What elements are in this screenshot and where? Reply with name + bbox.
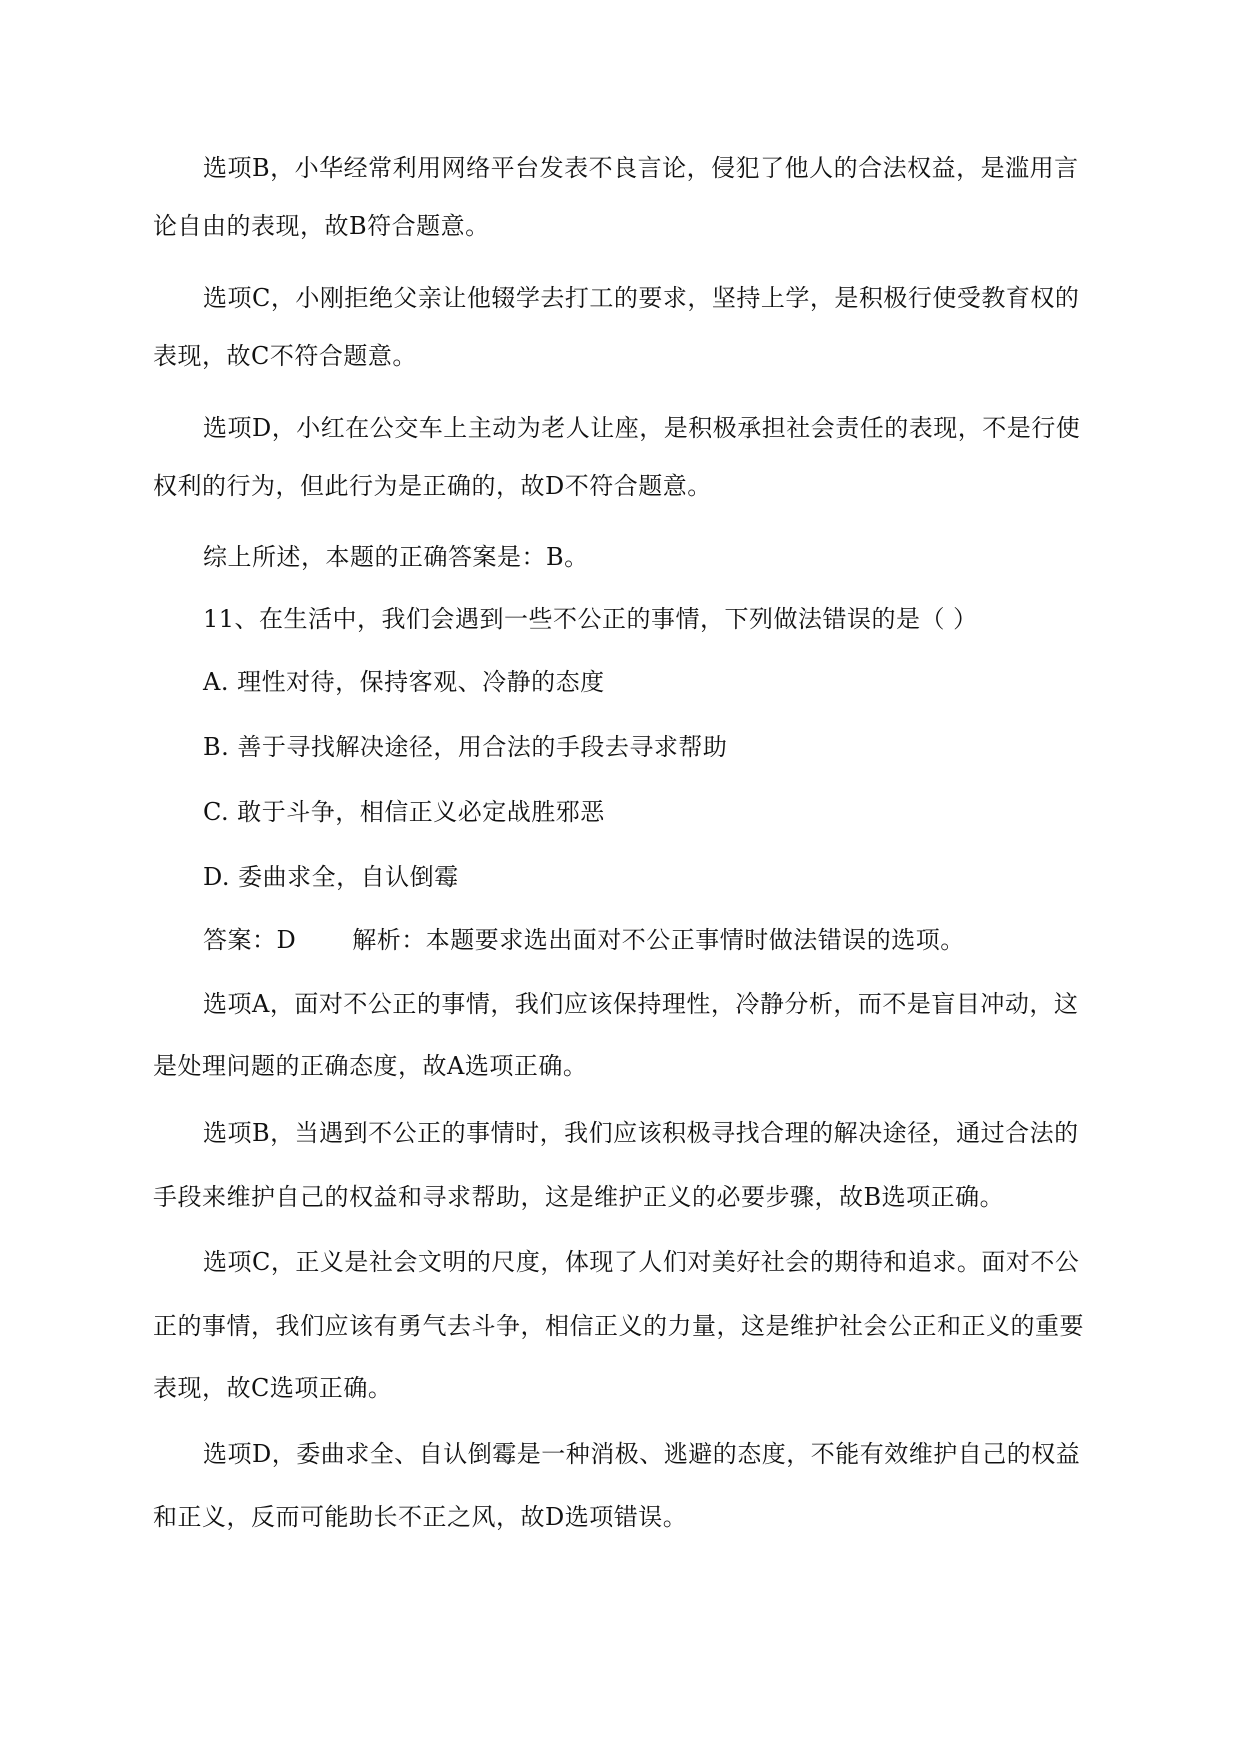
paragraph-option-b-line2: 论自由的表现，故B符合题意。 xyxy=(153,212,490,240)
paragraph-option-d-line1: 选项D，小红在公交车上主动为老人让座，是积极承担社会责任的表现，不是行使 xyxy=(203,414,1081,442)
explanation-d-line1: 选项D，委曲求全、自认倒霉是一种消极、逃避的态度，不能有效维护自己的权益 xyxy=(203,1440,1081,1468)
answer-label: 答案：D xyxy=(203,926,297,954)
paragraph-option-c-line2: 表现，故C不符合题意。 xyxy=(153,342,417,370)
question-stem: 11、在生活中，我们会遇到一些不公正的事情，下列做法错误的是（ ） xyxy=(203,605,978,633)
explanation-a-line1: 选项A，面对不公正的事情，我们应该保持理性，冷静分析，而不是盲目冲动，这 xyxy=(203,990,1079,1018)
question-option-c: C. 敢于斗争，相信正义必定战胜邪恶 xyxy=(203,798,605,826)
analysis-text: 解析：本题要求选出面对不公正事情时做法错误的选项。 xyxy=(352,926,965,954)
explanation-b-line1: 选项B，当遇到不公正的事情时，我们应该积极寻找合理的解决途径，通过合法的 xyxy=(203,1119,1079,1147)
explanation-b-line2: 手段来维护自己的权益和寻求帮助，这是维护正义的必要步骤，故B选项正确。 xyxy=(153,1183,1005,1211)
question-option-b: B. 善于寻找解决途径，用合法的手段去寻求帮助 xyxy=(203,733,728,761)
paragraph-option-d-line2: 权利的行为，但此行为是正确的，故D不符合题意。 xyxy=(153,472,712,500)
explanation-a-line2: 是处理问题的正确态度，故A选项正确。 xyxy=(153,1052,588,1080)
answer-analysis-line xyxy=(203,924,965,956)
question-option-a: A. 理性对待，保持客观、冷静的态度 xyxy=(203,668,605,696)
paragraph-summary: 综上所述，本题的正确答案是：B。 xyxy=(203,543,589,571)
paragraph-option-c-line1: 选项C，小刚拒绝父亲让他辍学去打工的要求，坚持上学，是积极行使受教育权的 xyxy=(203,284,1080,312)
explanation-c-line3: 表现，故C选项正确。 xyxy=(153,1374,393,1402)
paragraph-option-b-line1: 选项B，小华经常利用网络平台发表不良言论，侵犯了他人的合法权益，是滥用言 xyxy=(203,154,1079,182)
explanation-d-line2: 和正义，反而可能助长不正之风，故D选项错误。 xyxy=(153,1503,688,1531)
question-option-d: D. 委曲求全，自认倒霉 xyxy=(203,863,459,891)
explanation-c-line1: 选项C，正义是社会文明的尺度，体现了人们对美好社会的期待和追求。面对不公 xyxy=(203,1248,1080,1276)
explanation-c-line2: 正的事情，我们应该有勇气去斗争，相信正义的力量，这是维护社会公正和正义的重要 xyxy=(153,1312,1084,1340)
